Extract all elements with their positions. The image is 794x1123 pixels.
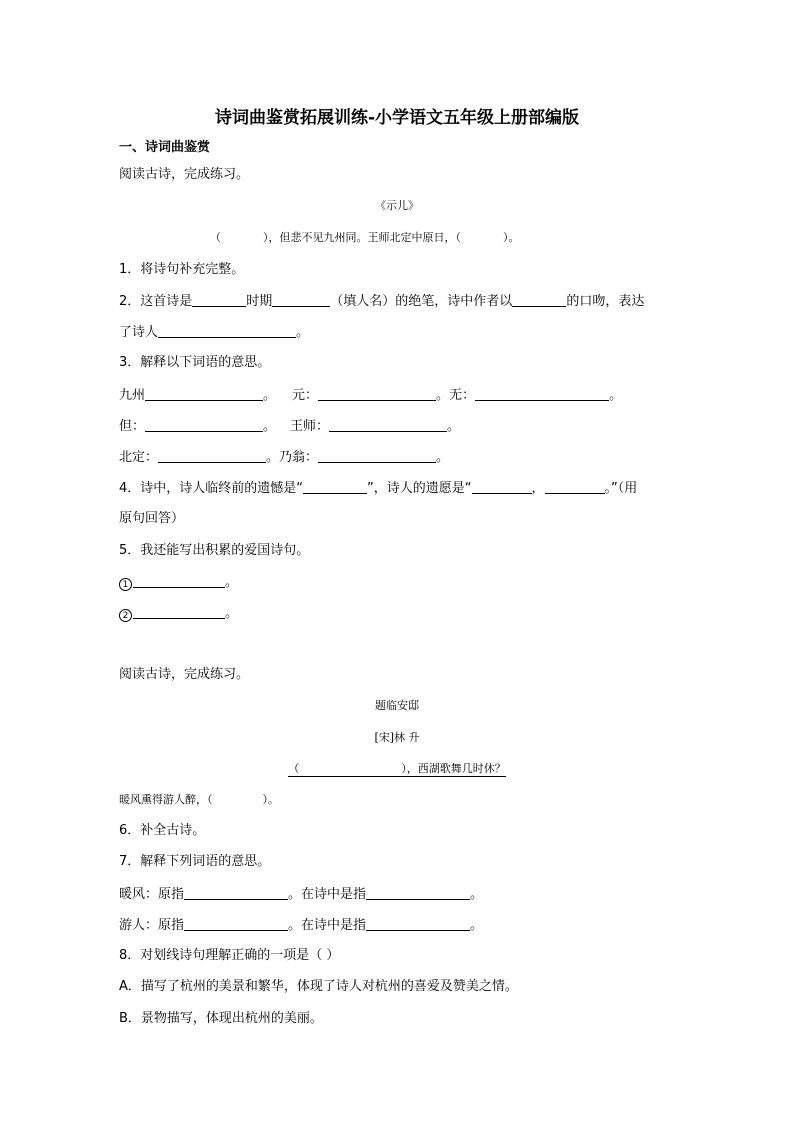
question-4: 4．诗中，诗人临终前的遗憾是“ ”，诗人的遗愿是“ ， 。”（用 — [119, 481, 638, 496]
section-heading: 一、诗词曲鉴赏 — [119, 140, 211, 155]
q3-blank-wangshi[interactable] — [329, 417, 447, 432]
q3-blank-yuan[interactable] — [318, 386, 436, 401]
q7-blank-nuanfeng-poem[interactable] — [366, 885, 470, 900]
circled-number-2-icon: 2 — [119, 609, 132, 622]
question-5: 5．我还能写出积累的爱国诗句。 — [119, 543, 310, 558]
question-4-cont: 原句回答） — [119, 511, 185, 526]
q3-row-2: 但： 。 王师： 。 — [119, 419, 461, 434]
q8-option-b[interactable]: B．景物描写，体现出杭州的美丽。 — [119, 1011, 323, 1026]
question-1: 1．将诗句补充完整。 — [119, 262, 245, 277]
q3-blank-dan[interactable] — [145, 417, 263, 432]
q2-blank-period[interactable] — [192, 292, 246, 307]
q2-blank-feeling[interactable] — [158, 323, 296, 338]
q3-row-1: 九州 。 元： 。无： 。 — [119, 388, 623, 403]
question-2-cont: 了诗人 。 — [119, 325, 310, 340]
poem1-line: （ ），但悲不见九州同。王师北定中原日，（ ）。 — [210, 231, 520, 244]
q5-blank-1[interactable] — [133, 573, 225, 588]
passage2-intro: 阅读古诗，完成练习。 — [119, 667, 250, 682]
q2-blank-tone[interactable] — [512, 292, 566, 307]
poem2-title: 题临安邸 — [375, 699, 419, 712]
q7-blank-nuanfeng-orig[interactable] — [184, 885, 288, 900]
q5-item-1: 1 。 — [119, 573, 238, 592]
q2-blank-author[interactable] — [272, 292, 330, 307]
q4-blank-wish-1[interactable] — [472, 479, 532, 494]
question-7: 7．解释下列词语的意思。 — [119, 854, 271, 869]
poem1-title: 《示儿》 — [375, 199, 419, 212]
q3-blank-beiding[interactable] — [158, 448, 266, 463]
q7-blank-youren-poem[interactable] — [366, 916, 470, 931]
question-6: 6．补全古诗。 — [119, 823, 206, 838]
q5-item-2: 2 。 — [119, 604, 238, 623]
circled-number-1-icon: 1 — [119, 578, 132, 591]
q7-blank-youren-orig[interactable] — [184, 916, 288, 931]
poem2-line-2: 暖风熏得游人醉，（ ）。 — [119, 793, 279, 806]
question-8: 8．对划线诗句理解正确的一项是（ ） — [119, 948, 340, 963]
q3-row-3: 北定： 。乃翁： 。 — [119, 450, 450, 465]
q4-blank-wish-2[interactable] — [545, 479, 605, 494]
question-2: 2．这首诗是 时期 （填人名）的绝笔，诗中作者以 的口吻，表达 — [119, 294, 645, 309]
q5-blank-2[interactable] — [133, 604, 225, 619]
q7-row-youren: 游人：原指 。在诗中是指 。 — [119, 918, 484, 933]
q7-row-nuanfeng: 暖风：原指 。在诗中是指 。 — [119, 887, 484, 902]
q3-blank-wu[interactable] — [475, 386, 609, 401]
q8-option-a[interactable]: A．描写了杭州的美景和繁华，体现了诗人对杭州的喜爱及赞美之情。 — [119, 979, 518, 994]
page-title: 诗词曲鉴赏拓展训练-小学语文五年级上册部编版 — [214, 108, 580, 128]
q4-blank-regret[interactable] — [303, 479, 367, 494]
underlined-verse: （ ），西湖歌舞几时休？ — [288, 762, 506, 775]
passage1-intro: 阅读古诗，完成练习。 — [119, 167, 250, 182]
q3-blank-naiweng[interactable] — [318, 448, 436, 463]
question-3: 3．解释以下词语的意思。 — [119, 355, 271, 370]
poem2-author: [宋]林 升 — [374, 731, 420, 744]
poem2-line-1 — [0, 761, 794, 777]
q3-blank-jiuzhou[interactable] — [145, 386, 263, 401]
